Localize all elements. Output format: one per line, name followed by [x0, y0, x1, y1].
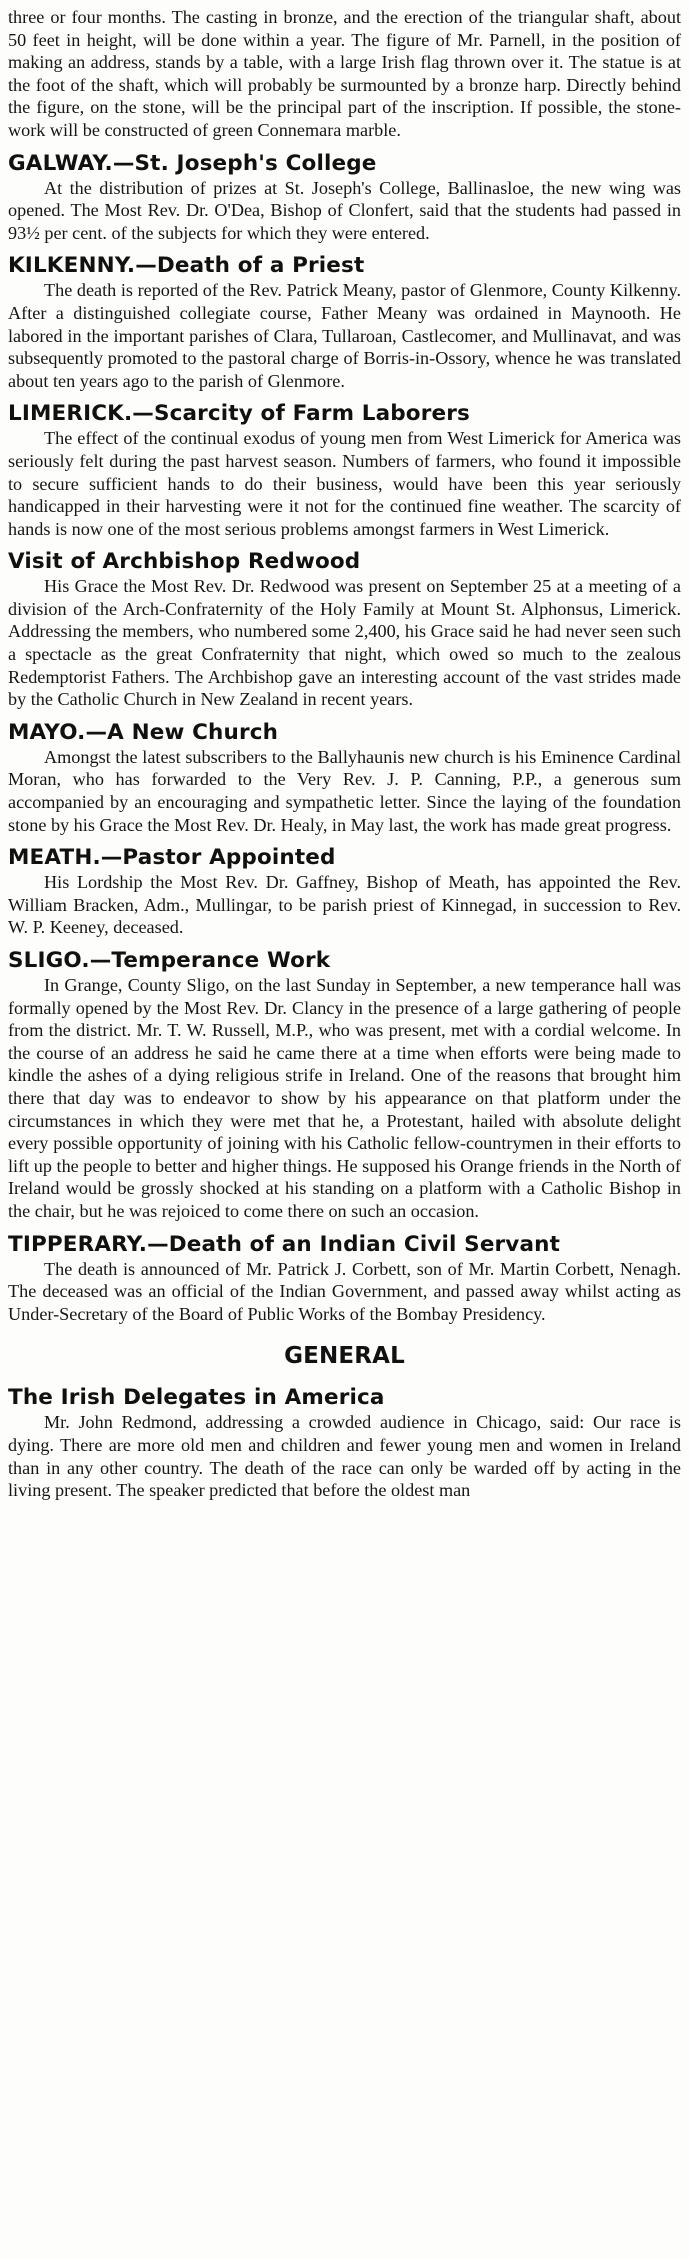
- section-body: His Grace the Most Rev. Dr. Redwood was present on September 25 at a meeting of a division of the Arch-Confraternity of the Holy Family at Mount St. Alphonsus, Limerick. Addressing the members, who numbered some 2,400, his Grace said he had never seen such a spectacle as the great Confraternity that night, which owed so much to the zealous Redemptorist Fathers. The Archbishop gave an interesting account of the vast strides made by the Catholic Church in New Zealand in recent years.: [8, 576, 681, 710]
- section-tipperary: [8, 1231, 681, 1326]
- section-body: The death is announced of Mr. Patrick J. Corbett, son of Mr. Martin Corbett, Nenagh. The deceased was an official of the Indian Government, and passed away whilst acting as Under-Secretary of the Board of Public Works of the Bombay Presidency.: [8, 1258, 681, 1324]
- section-heading: KILKENNY.—Death of a Priest: [8, 253, 365, 279]
- section-meath: [8, 844, 681, 939]
- section-body: Mr. John Redmond, addressing a crowded audience in Chicago, said: Our race is dying. There are more old men and children and fewer young men and women in Ireland than in any other country. The death of the race can only be warded off by acting in the living present. The speaker predicted that before the oldest man: [8, 1412, 681, 1501]
- intro-paragraph: three or four months. The casting in bronze, and the erection of the triangular shaft, about 50 feet in height, will be done within a year. The figure of Mr. Parnell, in the position of making an address, stands by a table, with a large Irish flag thrown over it. The statue is at the foot of the shaft, which will probably be surmounted by a bronze harp. Directly behind the figure, on the stone, will be the principal part of the inscription. If possible, the stone-work will be constructed of green Connemara marble.: [8, 7, 681, 140]
- section-heading: Visit of Archbishop Redwood: [8, 549, 361, 575]
- section-body: In Grange, County Sligo, on the last Sunday in September, a new temperance hall was formally opened by the Most Rev. Dr. Clancy in the presence of a large gathering of people from the district. Mr. T. W. Russell, M.P., who was present, met with a cordial welcome. In the course of an address he said he came there at a time when efforts were being made to kindle the ashes of a dying religious strife in Ireland. One of the reasons that brought him there that day was to endeavor to show by his appearance on that platform under the circumstances in which they were met that he, a Protestant, hailed with absolute delight every possible opportunity of joining with his Catholic fellow-countrymen in their efforts to lift up the people to better and higher things. He supposed his Orange friends in the North of Ireland would be grossly shocked at his standing on a platform with a Catholic Bishop in the chair, but he was rejoiced to come there on such an occasion.: [8, 975, 681, 1221]
- section-heading: SLIGO.—Temperance Work: [8, 948, 331, 973]
- section-body: The death is reported of the Rev. Patrick Meany, pastor of Glenmore, County Kilkenny. After a distinguished collegiate course, Father Meany was ordained in Maynooth. He labored in the important parishes of Clara, Tullaroan, Castlecomer, and Mullinavat, and was subsequently promoted to the pastoral charge of Borris-in-Ossory, whence he was translated about ten years ago to the parish of Glenmore.: [8, 280, 681, 391]
- section-archbishop-visit: [8, 548, 681, 711]
- section-galway: [8, 150, 681, 245]
- section-heading: MAYO.—A New Church: [8, 719, 279, 745]
- section-heading: MEATH.—Pastor Appointed: [8, 845, 336, 871]
- section-limerick: [8, 400, 681, 540]
- section-mayo: [8, 719, 681, 836]
- section-body: Amongst the latest subscribers to the Ballyhaunis new church is his Eminence Cardinal Moran, who has forwarded to the Very Rev. J. P. Canning, P.P., a generous sum accompanied by an encouraging and sympathetic letter. Since the laying of the foundation stone by his Grace the Most Rev. Dr. Healy, in May last, the work has made great progress.: [8, 746, 681, 835]
- section-kilkenny: [8, 252, 681, 392]
- general-heading: GENERAL: [284, 1343, 405, 1370]
- section-heading: LIMERICK.—Scarcity of Farm Laborers: [8, 401, 470, 427]
- section-heading: The Irish Delegates in America: [8, 1385, 385, 1411]
- section-body: At the distribution of prizes at St. Joseph's College, Ballinasloe, the new wing was opened. The Most Rev. Dr. O'Dea, Bishop of Clonfert, said that the students had passed in 93½ per cent. of the subjects for which they were entered.: [8, 177, 681, 243]
- section-body: His Lordship the Most Rev. Dr. Gaffney, Bishop of Meath, has appointed the Rev. William Bracken, Adm., Mullingar, to be parish priest of Kinnegad, in succession to Rev. W. P. Keeney, deceased.: [8, 872, 681, 938]
- section-heading: GALWAY.—St. Joseph's College: [8, 150, 377, 176]
- section-body: The effect of the continual exodus of young men from West Limerick for America was seriously felt during the past harvest season. Numbers of farmers, who found it impossible to secure sufficient hands to do their business, would have been this year seriously handicapped in their harvesting were it not for the continued fine weather. The scarcity of hands is now one of the most serious problems amongst farmers in West Limerick.: [8, 428, 681, 539]
- section-heading: TIPPERARY.—Death of an Indian Civil Servant: [8, 1231, 561, 1257]
- section-irish-delegates: [8, 1384, 681, 1501]
- section-sligo: [8, 947, 681, 1223]
